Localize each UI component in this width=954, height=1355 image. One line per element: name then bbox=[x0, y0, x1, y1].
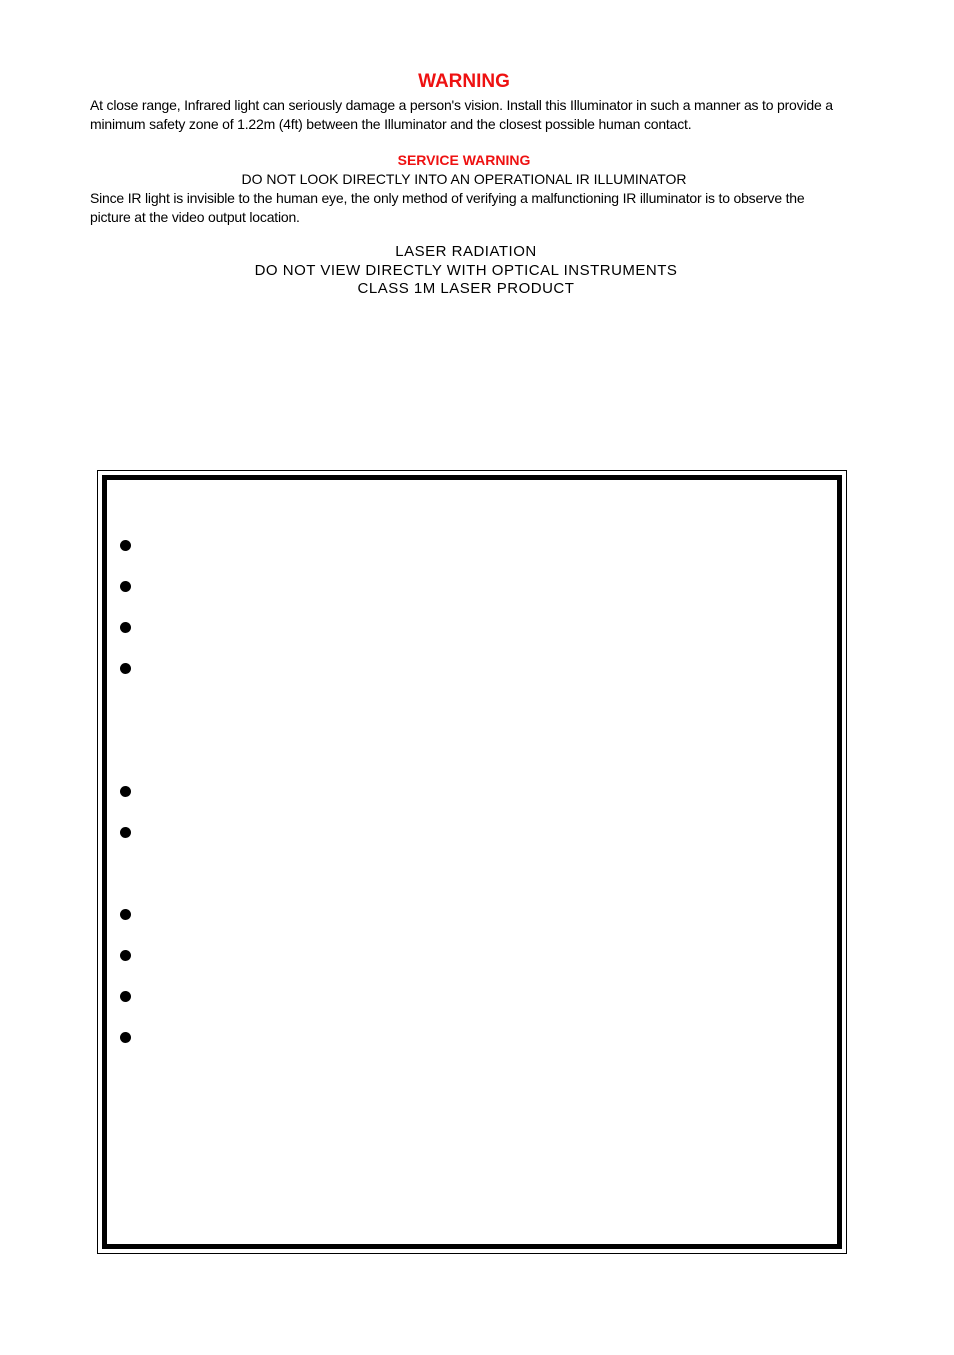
laser-line-radiation: LASER RADIATION bbox=[395, 243, 537, 260]
notice-box-inner-frame bbox=[102, 475, 842, 1249]
bullet-icon bbox=[120, 827, 131, 838]
warning-title: WARNING bbox=[418, 71, 510, 92]
bullet-icon bbox=[120, 786, 131, 797]
bullet-icon bbox=[120, 950, 131, 961]
service-warning-subtitle: DO NOT LOOK DIRECTLY INTO AN OPERATIONAL IR ILLUMINATOR bbox=[241, 171, 687, 187]
bullet-icon bbox=[120, 1032, 131, 1043]
service-warning-title: SERVICE WARNING bbox=[397, 152, 531, 168]
laser-line-class: CLASS 1M LASER PRODUCT bbox=[357, 280, 575, 297]
bullet-icon bbox=[120, 581, 131, 592]
bullet-icon bbox=[120, 540, 131, 551]
bullet-icon bbox=[120, 909, 131, 920]
bullet-icon bbox=[120, 991, 131, 1002]
bullet-icon bbox=[120, 663, 131, 674]
laser-line-instruments: DO NOT VIEW DIRECTLY WITH OPTICAL INSTRUMENTS bbox=[254, 261, 678, 279]
bullet-icon bbox=[120, 622, 131, 633]
service-warning-paragraph: Since IR light is invisible to the human eye, the only method of verifying a malfunctioning IR illuminator is to observe the picture at the video output location. bbox=[90, 190, 805, 225]
laser-label bbox=[0, 243, 932, 299]
warning-paragraph: At close range, Infrared light can seriously damage a person's vision. Install this Illuminator in such a manner as to provide a minimum safety zone of 1.22m (4ft) between the Illuminator and the closest possible human contact. bbox=[90, 97, 833, 132]
